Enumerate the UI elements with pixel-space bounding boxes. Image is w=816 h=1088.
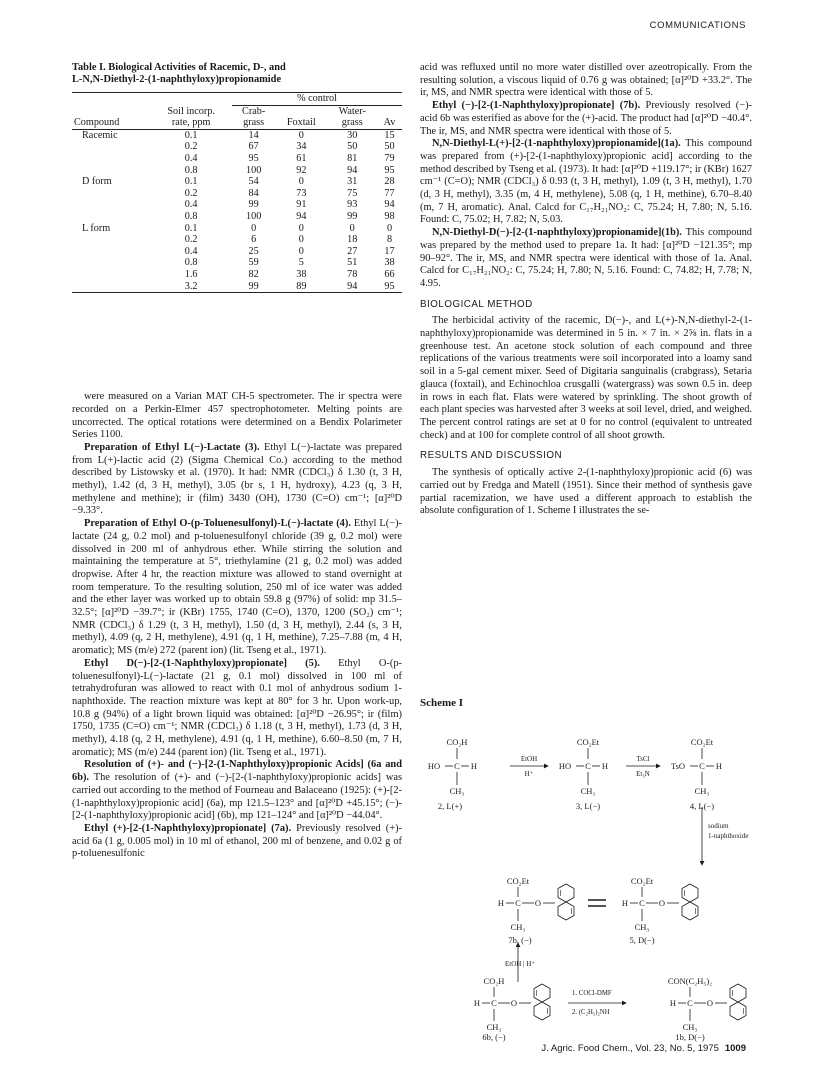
table-cell: 0.8 (184, 210, 198, 222)
table-cell: 0 (251, 222, 257, 234)
col-watergrass: Water- grass (327, 105, 377, 129)
table-cell: 30 (347, 129, 358, 141)
hplus-label: H⁺ (524, 770, 534, 778)
left-column (72, 62, 402, 861)
table-row (72, 246, 402, 258)
table-cell: 0.4 (184, 245, 198, 257)
table-cell: 95 (377, 281, 402, 293)
compound-7b-label: 7b, (−) (508, 935, 532, 945)
c-label: C (687, 998, 693, 1008)
table-cell: 73 (296, 187, 307, 199)
etoh-h-label: EtOH | H⁺ (505, 960, 535, 968)
ho-label: HO (427, 761, 441, 771)
compound-1b-label: 1b, D(−) (675, 1032, 705, 1042)
paragraph: The synthesis of optically active 2-(1-naphthyloxy)propionic acid (6) was carried out by Fredga and Matell (1951). Since their method of synthesis gave partial racemization, we have used a different approach to establish the absolute configuration of 1. Scheme I illustrates the se- (420, 467, 752, 517)
table-row (72, 141, 402, 153)
table-cell (72, 165, 150, 177)
table-cell: 0.2 (184, 141, 198, 153)
compound-6b-label: 6b, (−) (482, 1032, 506, 1042)
table-row (72, 211, 402, 223)
table-cell: 0 (298, 222, 304, 234)
h-label: H (669, 998, 677, 1008)
table-cell: 67 (248, 141, 259, 153)
et3n-label: Et₃N (636, 770, 650, 778)
table-cell: 0 (298, 234, 304, 246)
c-label: C (699, 761, 705, 771)
col-foxtail: Foxtail (275, 105, 327, 129)
paragraph: Ethyl (−)-[2-(1-Naphthyloxy)propionate] (7b). Previously resolved (−)-acid 6b was esterified as above for the (+)-acid. The product had [α]²⁰D −40.4°. The ir, MS, and NMR spectra were identical with those of 5. (420, 100, 752, 137)
table-cell: 94 (327, 281, 377, 293)
table-row (72, 199, 402, 211)
co2et-label: CO₂Et (576, 737, 600, 747)
table-title (72, 62, 402, 86)
page-number: 1009 (724, 1043, 746, 1054)
compound-3-label: 3, L(−) (575, 801, 601, 811)
table-cell: 84 (248, 187, 259, 199)
ch3-label: CH₃ (694, 786, 710, 796)
table-cell (72, 188, 150, 200)
table-row (72, 281, 402, 293)
table-cell: 27 (347, 245, 358, 257)
table-cell: 89 (275, 281, 327, 293)
col-avg: Av (377, 105, 402, 129)
o-label: O (706, 998, 714, 1008)
scheme-figure (420, 697, 752, 1042)
table-cell (72, 199, 150, 211)
h-label: H (715, 761, 723, 771)
table-cell: 0 (386, 222, 393, 234)
table-cell: 0.4 (184, 152, 198, 164)
ch3-label: CH₃ (486, 1022, 502, 1032)
table-cell: 95 (248, 152, 259, 164)
table-cell: 75 (347, 187, 358, 199)
paragraph: The herbicidal activity of the racemic, D(−)-, and L(+)-N,N-diethyl-2-(1-naphthyloxy)propionamide was determined in 5 in. × 7 in. × 2⅝ in. flats in a greenhouse test. An acetone stock solution of each compound and three replications of the various treatments were soil incorporated into a loamy sand soil in a 5-gal cement mixer. Seed of Digitaria sanguinalis (crabgrass), Setaria glauca (foxtail), and Echinochloa crusgalli (watergrass) was sown 0.5 in. deep in rows in each flat. Flats were watered by sprinkling. The shoot growth of each plant species was harvested after 3 weeks at soil level, dried, and weighed. The percent control ratings are set at 0 for no control (equivalent to untreated check) and at 100 for complete control of all shoot growth. (420, 315, 752, 441)
table-cell: 95 (384, 164, 395, 176)
paragraph: N,N-Diethyl-D(−)-[2-(1-naphthyloxy)propionamide](1b). This compound was prepared by the method used to prepare 1a. It had: [α]²⁰D −121.35°; mp 90–92°. The ir, MS, and NMR spectra were identical with those of 1a. Anal. Calcd for C₁₇H₂₁NO₂: C, 75.24; H, 7.80; N, 5.16. Found: C, 74.82; H, 7.78; N, 4.95. (420, 227, 752, 289)
table-cell: 59 (248, 257, 259, 269)
tso-label: TsO (670, 761, 686, 771)
table-cell: 3.2 (150, 281, 232, 293)
table-cell (72, 246, 150, 258)
co2h-label: CO₂H (483, 976, 505, 986)
table-cell: 34 (296, 141, 307, 153)
co2et-label: CO₂Et (506, 876, 530, 886)
table-cell (72, 269, 150, 281)
ch3-label: CH₃ (634, 922, 650, 932)
c-label: C (585, 761, 591, 771)
col-compound: Compound (72, 105, 150, 129)
table-cell: 31 (347, 176, 358, 188)
paragraph: Ethyl (+)-[2-(1-Naphthyloxy)propionate] (7a). Previously resolved (+)-acid 6a (1 g, 0.005 mol) in 10 ml of ethanol, 200 ml of benzene, and 0.02 g of p-toluenesulfonic (72, 823, 402, 860)
o-label: O (658, 898, 666, 908)
table-cell: 8 (386, 234, 393, 246)
table-cell: 28 (384, 176, 395, 188)
table-cell: 66 (384, 268, 395, 280)
table-row (72, 165, 402, 177)
table-cell (72, 234, 150, 246)
table-cell: 0 (298, 176, 304, 188)
table-row (72, 234, 402, 246)
table-cell: 6 (251, 234, 257, 246)
paragraph: Preparation of Ethyl O-(p-Toluenesulfonyl)-L(−)-lactate (4). Ethyl L(−)-lactate (24 g, 0.2 mol) and p-toluenesulfonyl chloride (39 g, 0.2 mol) were dissolved in 200 ml of anhydrous ether. While stirring the solution and maintaining the temperature at 5°, triethylamine (21 g, 0.2 mol) was added dropwise. After 4 hr, the reaction mixture was allowed to stand overnight at room temperature. To the resulting solution, 250 ml of ice water was added and the ether layer was worked up to obtain 59.8 g (97%) of solid: mp 31.5–32.5°; [α]²⁰D −39.7°; ir (KBr) 1755, 1740 (C=O), 1370, 1200 (SO₂) cm⁻¹; NMR (CDCl₃) δ 1.29 (t, 3 H, methyl), 1.50 (d, 3 H, methyl), 2.44 (s, 3 H, methyl), 4.09 (q, 2 H, methylene), 4.91 (q, 1 H, methine), 7.25–7.88 (m, 4 H, aromatic); MS (m/e) 272 (parent ion) (lit. Tseng et al., 1971). (72, 518, 402, 657)
naphthoxide-label: 1-naphthoxide (708, 832, 749, 840)
co2h-label: CO₂H (446, 737, 468, 747)
table-cell: 91 (296, 199, 307, 211)
scheme-drawing (420, 707, 752, 1042)
table-cell: 99 (347, 210, 358, 222)
table-cell: 18 (347, 234, 358, 246)
o-label: O (510, 998, 518, 1008)
table-cell (72, 257, 150, 269)
compound-5-label: 5, D(−) (629, 935, 655, 945)
page-footer (541, 1043, 746, 1054)
table-cell: 38 (384, 257, 395, 269)
table-cell: D form (82, 176, 112, 188)
table-cell: 17 (384, 245, 395, 257)
journal-citation: J. Agric. Food Chem., Vol. 23, No. 5, 1975 (541, 1043, 719, 1054)
table-cell: 0.2 (184, 187, 198, 199)
step1-label: 1. COCl-DMF (572, 990, 612, 997)
paragraph: Preparation of Ethyl L(−)-Lactate (3). Ethyl L(−)-lactate was prepared from L(+)-lactic acid (2) (Sigma Chemical Co.) according to the method described by Listowsky et al. (1970). It had: NMR (CDCl₃) δ 1.30 (t, 3 H, methyl), 1.42 (d, 3 H, methyl), 3.05 (br s, 1 H, hydroxy), 4.23 (q, 3 H, methylene and methine); ir (film) 3430 (OH), 1730 (C=O) cm⁻¹; [α]²⁰D −9.33°. (72, 441, 402, 517)
table-cell: 81 (347, 152, 358, 164)
table-body (72, 129, 402, 292)
compound-4-label: 4, L(−) (689, 801, 715, 811)
table-cell: 38 (296, 268, 307, 280)
table-cell (72, 153, 150, 165)
col-soil: Soil incorp. rate, ppm (150, 105, 232, 129)
table-cell: 100 (246, 210, 262, 222)
ch3-label: CH₃ (580, 786, 596, 796)
table-row (72, 176, 402, 188)
table-cell: 98 (384, 210, 395, 222)
table-cell: 93 (347, 199, 358, 211)
c-label: C (491, 998, 497, 1008)
table-cell: 82 (248, 268, 259, 280)
table-cell: 94 (384, 199, 395, 211)
table-cell: 1.6 (184, 268, 198, 280)
table-title-line1: Table I. Biological Activities of Racemic, D-, and (72, 62, 286, 73)
table-cell: 61 (296, 152, 307, 164)
table-cell: 0.1 (184, 176, 198, 188)
paragraph: Ethyl D(−)-[2-(1-Naphthyloxy)propionate] (5). Ethyl O-(p-toluenesulfonyl)-L(−)-lactate (21 g, 0.1 mol) dissolved in 100 ml of tetrahydrofuran was allowed to react with 0.1 mol of anhydrous sodium 1-naphthoxide. The reaction mixture was kept at 80° for 3 hr. Upon work-up, 10.8 g (94%) of a light brown liquid was obtained: [α]²⁰D −26.95°; ir (film) 1750, 1735 (C=O) cm⁻¹; NMR (CDCl₃) δ 1.18 (t, 3 H, methyl), 1.73 (d, 3 H, methyl), 4.18 (q, 2 H, methylene), 4.91 (q, 1 H, methine), 6.60–8.50 (m, 7 H, aromatic); MS (m/e) 244 (parent ion) (lit. Tseng et al., 1971). (72, 657, 402, 758)
table-cell: 51 (347, 257, 358, 269)
table-row (72, 188, 402, 200)
pct-control-header: % control (232, 93, 402, 106)
table-cell: 79 (384, 152, 395, 164)
table-cell: 0 (298, 129, 304, 141)
table-cell: 15 (384, 129, 395, 141)
table-row (72, 269, 402, 281)
section-heading-biological-method: BIOLOGICAL METHOD (420, 298, 533, 310)
table-row (72, 257, 402, 269)
running-head: COMMUNICATIONS (649, 20, 746, 31)
table-cell: 0.1 (184, 222, 198, 234)
table-cell: 99 (248, 199, 259, 211)
table-cell: 99 (232, 281, 275, 293)
step2-label: 2. (C₂H₅)₂NH (572, 1009, 610, 1016)
table-cell: 25 (248, 245, 259, 257)
c-label: C (454, 761, 460, 771)
h-label: H (601, 761, 609, 771)
table-cell: L form (82, 222, 111, 234)
activity-table (72, 92, 402, 293)
table-cell (72, 141, 150, 153)
section-heading-results: RESULTS AND DISCUSSION (420, 450, 563, 462)
table-cell: Racemic (82, 129, 118, 141)
col-crabgrass: Crab- grass (232, 105, 275, 129)
table-row (72, 223, 402, 235)
table-row (72, 153, 402, 165)
ch3-label: CH₃ (449, 786, 465, 796)
ch3-label: CH₃ (510, 922, 526, 932)
table-cell: 92 (296, 164, 307, 176)
table-cell: 94 (296, 210, 307, 222)
h-label: H (473, 998, 481, 1008)
table-cell: 100 (246, 164, 262, 176)
paragraph: N,N-Diethyl-L(+)-[2-(1-naphthyloxy)propionamide](1a). This compound was prepared from (+)-[2-(1-naphthyloxy)propionic acid] according to the method described by Tseng et al. (1973). It had: [α]²⁰D +119.17°; ir (KBr) 1627 cm⁻¹ (C=O); NMR (CDCl₃) δ 0.93 (t, 3 H, methyl), 1.09 (t, 3 H, methyl), 1.70 (d, 3 H, methyl), 3.35 (m, 4 H, methylene), 5.08 (q, 1 H, methine), 6.70–8.40 (m, 7 H, aromatic). Anal. Calcd for C₁₇H₂₁NO₂: C, 75.24; H, 7.80; N, 5.16. Found: C, 75.02; H, 7.82; N, 5.03. (420, 138, 752, 226)
etoh-label: EtOH (520, 755, 538, 763)
table-cell: 94 (347, 164, 358, 176)
table-cell: 0.8 (184, 257, 198, 269)
table-cell: 0.1 (184, 129, 198, 141)
table-cell: 14 (248, 129, 259, 141)
compound-2-label: 2, L(+) (437, 801, 463, 811)
co2et-label: CO₂Et (690, 737, 714, 747)
table-cell: 0 (298, 245, 304, 257)
scheme-title: Scheme I (420, 697, 464, 709)
table-cell: 0 (349, 222, 355, 234)
table-cell: 54 (248, 176, 259, 188)
h-label: H (621, 898, 629, 908)
c-label: C (639, 898, 645, 908)
c-label: C (515, 898, 521, 908)
ho-label: HO (558, 761, 572, 771)
table-row (72, 129, 402, 141)
table-cell: 0.8 (184, 164, 198, 176)
table-cell: 0.4 (184, 199, 198, 211)
table-cell: 50 (347, 141, 358, 153)
paragraph: Resolution of (+)- and (−)-[2-(1-Naphthyloxy)propionic Acids] (6a and 6b). The resolution of (+)- and (−)-[2-(1-naphthyloxy)propionic acids] was carried out according to the method of Fourneau and Balaceano (1925): (+)-[2-(1-naphthyloxy)propionic acid] (6a), mp 121.5–123° and [α]²⁰D +45.15°; (−)-[2-(1-naphthyloxy)propionic acid] (6b), mp 121–124° and [α]²⁰D −44.04°. (72, 759, 402, 822)
table-cell (72, 281, 150, 293)
tscl-label: TsCl (636, 755, 650, 763)
conet2-label: CON(C₂H₅)₂ (667, 976, 713, 986)
paragraph: were measured on a Varian MAT CH-5 spectrometer. The ir spectra were recorded on a Perkin-Elmer 457 spectrophotometer. Melting points are uncorrected. The optical rotations were determined on a Bendix Polarimeter Series 1100. (72, 391, 402, 441)
sodium-label: sodium (708, 822, 729, 830)
h-label: H (470, 761, 478, 771)
table-cell: 50 (384, 141, 395, 153)
co2et-label: CO₂Et (630, 876, 654, 886)
o-label: O (534, 898, 542, 908)
table-cell: 77 (384, 187, 395, 199)
table-title-line2: L-N,N-Diethyl-2-(1-naphthyloxy)propionamide (72, 74, 282, 85)
h-label: H (497, 898, 505, 908)
table-cell (72, 211, 150, 223)
table-cell: 0.2 (184, 234, 198, 246)
ch3-label: CH₃ (682, 1022, 698, 1032)
paragraph: acid was refluxed until no more water distilled over azeotropically. From the resulting solution, a viscous liquid of 0.76 g was obtained; [α]²⁰D +33.2°. The ir, MS, and NMR spectra were identical with those of 5. (420, 62, 752, 99)
right-column (420, 62, 752, 518)
table-cell: 78 (347, 268, 358, 280)
table-cell: 5 (298, 257, 304, 269)
